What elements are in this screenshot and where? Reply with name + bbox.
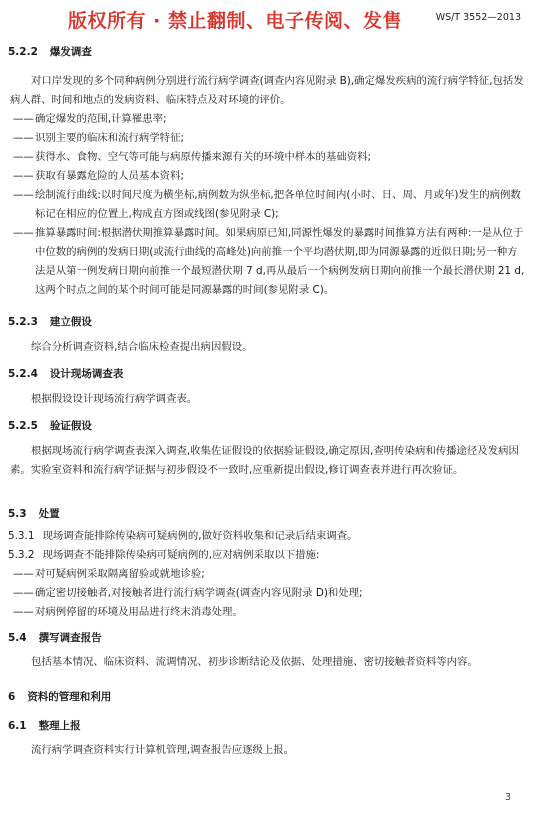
dash-marker: —— <box>13 568 34 580</box>
dash-marker: —— <box>13 132 34 144</box>
section-number: 6.1 <box>8 720 27 732</box>
standard-number: WS/T 3552—2013 <box>435 12 521 23</box>
copyright-watermark: 版权所有 · 禁止翻制、电子传阅、发售 <box>68 10 402 32</box>
paragraph-5-2-2-intro: 对口岸发现的多个同种病例分别进行流行病学调查(调查内容见附录 B),确定爆发疾病的流行病学特征,包括发病人群、时间和地点的发病资料、临床特点及对环境的评价。 <box>10 75 524 106</box>
header-banner <box>0 4 535 32</box>
section-number: 5.4 <box>8 632 27 644</box>
section-number: 5.2.5 <box>8 420 38 432</box>
dash-marker: —— <box>13 189 34 201</box>
section-number: 5.2.3 <box>8 316 38 328</box>
page-number: 3 <box>504 792 511 803</box>
list-item <box>13 148 525 167</box>
section-title: 整理上报 <box>38 720 81 732</box>
list-item-text: 对可疑病例采取隔离留验或就地诊验; <box>35 568 205 580</box>
list-item <box>13 129 525 148</box>
dash-marker: —— <box>13 227 34 239</box>
section-title: 设计现场调查表 <box>49 368 124 380</box>
list-item-text: 绘制流行曲线:以时间尺度为横坐标,病例数为纵坐标,把各单位时间内(小时、日、周、月或年)发生的病例数标记在相应的位置上,构成直方图或线图(参见附录 C); <box>35 189 521 220</box>
dash-marker: —— <box>13 151 34 163</box>
section-number: 6 <box>8 691 16 703</box>
list-item <box>13 584 525 603</box>
clause-5-3-2 <box>8 546 525 565</box>
dash-marker: —— <box>13 170 34 182</box>
heading-5-2-2 <box>8 44 92 59</box>
list-item <box>13 110 525 129</box>
list-item-text: 对病例停留的环境及用品进行终末消毒处理。 <box>35 606 243 618</box>
clause-number: 5.3.2 <box>8 549 35 561</box>
paragraph-5-4: 包括基本情况、临床资料、流调情况、初步诊断结论及依据、处理措施、密切接触者资料等内容。 <box>31 656 478 668</box>
list-item-text: 获得水、食物、空气等可能与病原传播来源有关的环境中样本的基础资料; <box>35 151 371 163</box>
clause-text: 现场调查能排除传染病可疑病例的,做好资料收集和记录后结束调查。 <box>42 530 358 542</box>
section-title: 处置 <box>38 508 60 520</box>
list-item-text: 确定密切接触者,对接触者进行流行病学调查(调查内容见附录 D)和处理; <box>35 587 363 599</box>
heading-5-2-4 <box>8 366 123 381</box>
section-title: 建立假设 <box>49 316 92 328</box>
heading-6-1 <box>8 718 81 733</box>
section-number: 5.2.2 <box>8 46 38 58</box>
paragraph-6-1: 流行病学调查资料实行计算机管理,调查报告应逐级上报。 <box>31 744 295 756</box>
dash-marker: —— <box>13 606 34 618</box>
clause-text: 现场调查不能排除传染病可疑病例的,应对病例采取以下措施: <box>42 549 320 561</box>
heading-5-2-3 <box>8 314 92 329</box>
paragraph-5-2-4: 根据假设设计现场流行病学调查表。 <box>31 393 198 405</box>
paragraph-5-2-5: 根据现场流行病学调查表深入调查,收集佐证假设的依据验证假设,确定原因,查明传染病和传播途径及发病因素。实验室资料和流行病学证据与初步假设不一致时,应重新提出假设,修订调查表并进行再次验证。 <box>10 445 519 476</box>
heading-5-4 <box>8 630 102 645</box>
section-title: 验证假设 <box>49 420 92 432</box>
section-title: 爆发调查 <box>49 46 92 58</box>
dash-marker: —— <box>13 587 34 599</box>
heading-5-3 <box>8 506 60 521</box>
dash-marker: —— <box>13 113 34 125</box>
clause-number: 5.3.1 <box>8 530 35 542</box>
list-item-text: 推算暴露时间:根据潜伏期推算暴露时间。如果病原已知,同源性爆发的暴露时间推算方法有两种:一是从位于中位数的病例的发病日期(或流行曲线的高峰处)向前推一个平均潜伏期,即为同源暴露的近似日期;另一种方法是从第一例发病日期向前推一个最短潜伏期 7 d,再从最后一个病例发病日期向前推一个最长潜伏期 21 d,这两个时点之间的某个时间可能是同源暴露的时间(参见附录 C)。 <box>35 227 525 296</box>
list-item <box>13 565 525 584</box>
list-item <box>13 603 525 622</box>
clause-5-3-1 <box>8 527 525 546</box>
list-item <box>13 167 525 186</box>
section-number: 5.3 <box>8 508 27 520</box>
list-item <box>13 186 525 224</box>
list-item-text: 识别主要的临床和流行病学特征; <box>35 132 184 144</box>
list-item <box>13 224 525 300</box>
heading-5-2-5 <box>8 418 92 433</box>
list-item-text: 确定爆发的范围,计算罹患率; <box>35 113 167 125</box>
paragraph-5-2-3: 综合分析调查资料,结合临床检查提出病因假设。 <box>31 341 253 353</box>
section-title: 资料的管理和利用 <box>27 691 112 703</box>
section-number: 5.2.4 <box>8 368 38 380</box>
section-title: 撰写调查报告 <box>38 632 102 644</box>
list-item-text: 获取有暴露危险的人员基本资料; <box>35 170 184 182</box>
heading-6 <box>8 689 111 704</box>
